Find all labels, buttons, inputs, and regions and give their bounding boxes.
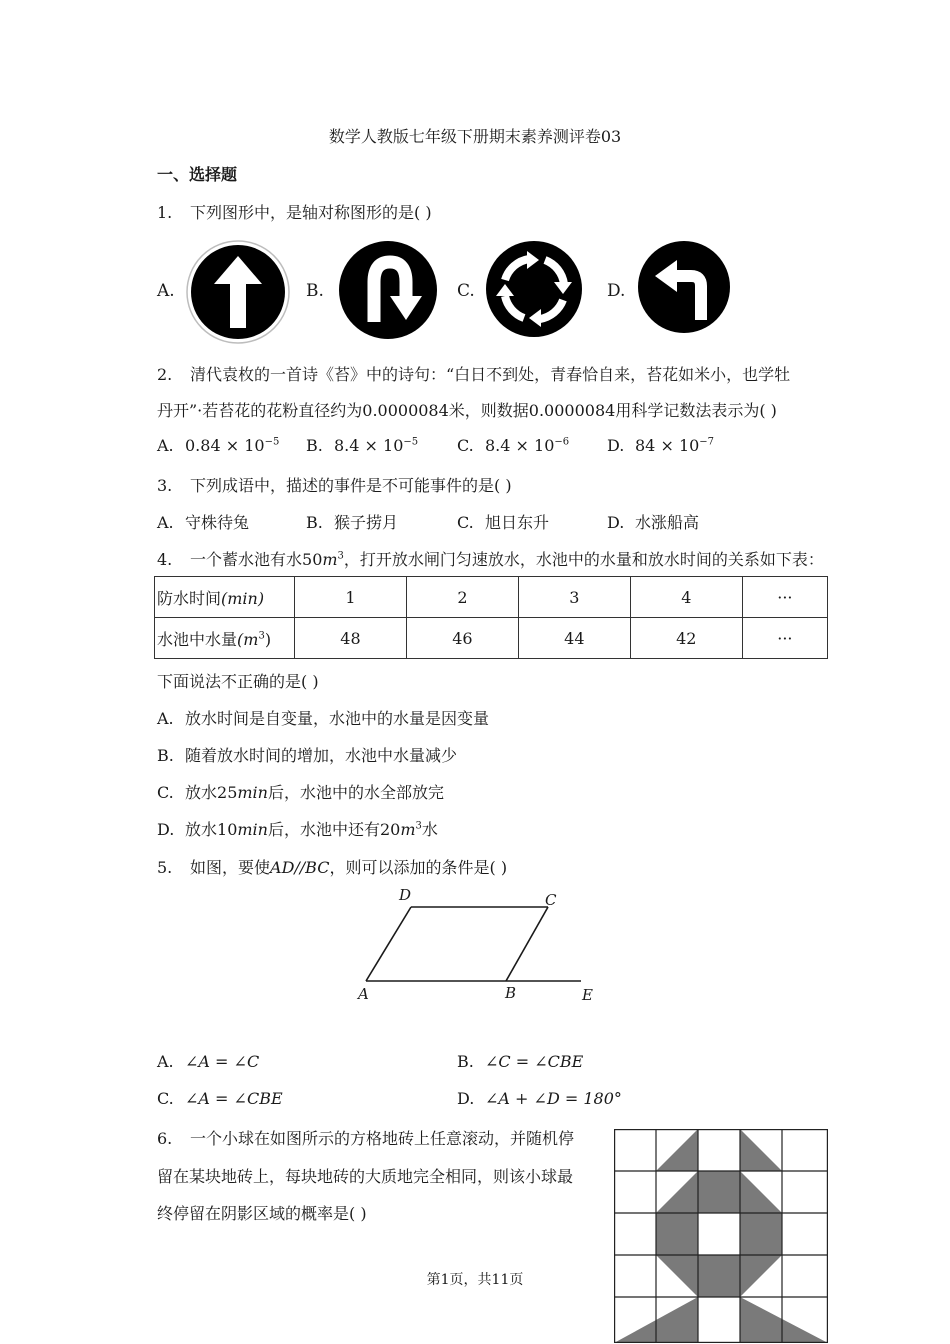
table-cell: 46 xyxy=(406,618,518,659)
shaded-triangle xyxy=(740,1171,782,1213)
shaded-triangle xyxy=(740,1129,782,1171)
left-turn-sign-icon xyxy=(637,240,731,334)
table-cell: 42 xyxy=(630,618,742,659)
volume-value: 50 xyxy=(302,550,323,569)
line-cb xyxy=(506,907,548,981)
option-exponent: −6 xyxy=(554,436,570,448)
option-c: C. ∠A = ∠CBE xyxy=(157,1089,283,1108)
line-ad xyxy=(366,907,411,981)
option-d: D. $84 \times 10^{-7}$ xyxy=(607,436,715,455)
data-table xyxy=(154,576,828,659)
option-a: A. 守株待兔 xyxy=(157,513,250,532)
table-cell: 44 xyxy=(518,618,630,659)
table-cell: ··· xyxy=(742,618,827,659)
option-c: C. $8.4 \times 10^{-6}$ xyxy=(457,436,570,455)
option-d: D. 放水10min后，水池中还有$20m^3$水 xyxy=(157,820,438,839)
option-value: 0.84 × 10 xyxy=(185,436,265,455)
question-text-line2: 留在某块地砖上，每块地砖的大质地完全相同，则该小球最 xyxy=(157,1167,574,1186)
page-title: 数学人教版七年级下册期末素养测评卷03 xyxy=(328,127,622,146)
question-1 xyxy=(157,200,432,223)
question-text-line1: 清代袁枚的一首诗《苔》中的诗句：“白日不到处，青春恰自来，苔花如米小，也学牡 xyxy=(190,365,791,384)
option-label-c: C. xyxy=(457,281,475,301)
question-number: 3. xyxy=(157,476,173,495)
option-label-a: A. xyxy=(157,281,175,301)
table-row xyxy=(155,618,828,659)
option-value: 84 × 10 xyxy=(635,436,700,455)
option-label-d: D. xyxy=(607,281,626,301)
option-a: A. $0.84 \times 10^{-5}$ xyxy=(157,436,280,455)
option-value: 8.4 × 10 xyxy=(485,436,555,455)
option-exponent: −5 xyxy=(403,436,419,448)
question-number: 1. xyxy=(157,203,173,222)
option-b: B. ∠C = ∠CBE xyxy=(457,1052,584,1071)
option-value: 8.4 × 10 xyxy=(334,436,404,455)
question-text: 下列成语中，描述的事件是不可能事件的是( ) xyxy=(190,476,512,495)
option-c: C. 放水25min后，水池中的水全部放完 xyxy=(157,783,444,802)
straight-arrow-sign-icon xyxy=(186,240,290,344)
option-a: A. 放水时间是自变量，水池中的水量是因变量 xyxy=(157,709,490,728)
table-cell: 3 xyxy=(518,577,630,618)
shaded-square xyxy=(698,1171,740,1213)
table-cell: 48 xyxy=(295,618,407,659)
label-a: A xyxy=(358,985,369,1003)
option-a: A. ∠A = ∠C xyxy=(157,1052,260,1071)
shaded-triangle xyxy=(656,1171,698,1213)
option-d: D. ∠A + ∠D = 180° xyxy=(457,1089,622,1108)
row-header: 水池中水量$(m^3)$ xyxy=(155,618,295,659)
question-number: 2. xyxy=(157,365,173,384)
question-6 xyxy=(157,1126,574,1149)
question-4: 4. 一个蓄水池有水$50m^3$，打开放水闸门匀速放水，水池中的水量和放水时间的关系如下表： xyxy=(157,550,824,569)
row-header: 防水时间(min) xyxy=(155,577,295,618)
parallelogram-figure xyxy=(350,882,610,1012)
u-turn-sign-icon xyxy=(338,240,438,340)
table-cell: 1 xyxy=(295,577,407,618)
page-footer: 第1页，共11页 xyxy=(426,1272,524,1288)
label-d: D xyxy=(399,886,412,904)
table-cell: 4 xyxy=(630,577,742,618)
question-text-line3: 终停留在阴影区域的概率是( ) xyxy=(157,1204,367,1223)
question-number: 5. xyxy=(157,858,173,877)
question-text-line1: 一个小球在如图所示的方格地砖上任意滚动，并随机停 xyxy=(190,1129,575,1148)
question-prompt: 下面说法不正确的是( ) xyxy=(157,672,319,691)
option-b: B. $8.4 \times 10^{-5}$ xyxy=(306,436,419,455)
table-row xyxy=(155,577,828,618)
option-c: C. 旭日东升 xyxy=(457,513,550,532)
question-2 xyxy=(157,362,790,385)
question-text-line2: 丹开”·若苔花的花粉直径约为0.0000084米，则数据0.0000084用科学记数法表示为( ) xyxy=(157,401,777,420)
question-5: 5. 如图，要使AD//BC，则可以添加的条件是( ) xyxy=(157,858,508,877)
tile-grid-figure xyxy=(614,1129,828,1343)
label-c: C xyxy=(545,891,557,909)
option-exponent: −7 xyxy=(699,436,715,448)
option-b: B. 随着放水时间的增加，水池中水量减少 xyxy=(157,746,458,765)
question-number: 4. xyxy=(157,550,173,569)
label-e: E xyxy=(582,986,593,1004)
label-b: B xyxy=(505,984,517,1002)
option-b: B. 猴子捞月 xyxy=(306,513,399,532)
option-exponent: −5 xyxy=(264,436,280,448)
section-heading: 一、选择题 xyxy=(157,165,238,184)
shaded-square xyxy=(656,1213,698,1255)
table-cell: 2 xyxy=(406,577,518,618)
question-text: 下列图形中，是轴对称图形的是( ) xyxy=(190,203,432,222)
table-cell: ··· xyxy=(742,577,827,618)
shaded-triangle xyxy=(740,1297,828,1343)
option-d: D. 水涨船高 xyxy=(607,513,700,532)
question-3 xyxy=(157,473,512,496)
shaded-triangle xyxy=(656,1129,698,1171)
shaded-square xyxy=(740,1213,782,1255)
roundabout-sign-icon xyxy=(485,240,583,338)
option-label-b: B. xyxy=(306,281,324,301)
question-number: 6. xyxy=(157,1129,173,1148)
